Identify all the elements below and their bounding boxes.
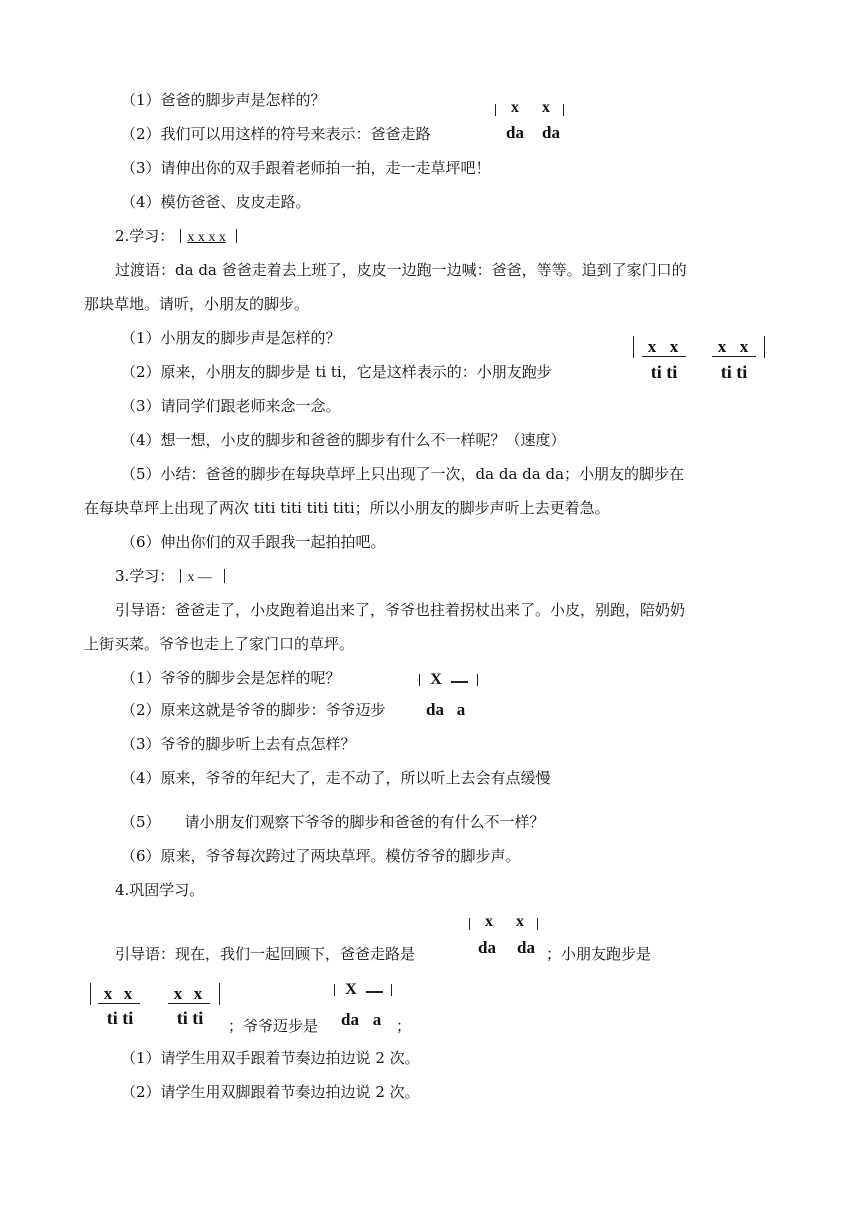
text-line: （6）伸出你们的双手跟我一起拍拍吧。 bbox=[121, 533, 386, 551]
text-line: （4）原来，爷爷的年纪大了，走不动了，所以听上去会有点缓慢 bbox=[121, 769, 551, 787]
text-line: （5）小结：爸爸的脚步在每块草坪上只出现了一次，da da da da；小朋友的脚步在 bbox=[121, 465, 685, 483]
text-line: （1）爷爷的脚步会是怎样的呢？ bbox=[121, 669, 341, 687]
section-heading-2: 2.学习： x x x x bbox=[115, 226, 237, 248]
text-line: 在每块草坪上出现了两次 titi titi titi titi；所以小朋友的脚步声听上去更着急。 bbox=[84, 499, 610, 517]
text-line: 引导语：爸爸走了，小皮跑着追出来了，爷爷也拄着拐杖出来了。小皮，别跑，陪奶奶 bbox=[115, 601, 686, 619]
text-line: （2）我们可以用这样的符号来表示：爸爸走路 bbox=[121, 125, 431, 143]
text-line: （2）请学生用双脚跟着节奏边拍边说 2 次。 bbox=[121, 1083, 420, 1101]
text-line: 那块草地。请听，小朋友的脚步。 bbox=[84, 295, 310, 313]
text-line: （3）请同学们跟老师来念一念。 bbox=[121, 397, 341, 415]
text-line: （6）原来，爷爷每次跨过了两块草坪。模仿爷爷的脚步声。 bbox=[121, 847, 521, 865]
section-heading-3: 3.学习： x — bbox=[115, 566, 225, 588]
text-line: 引导语：现在，我们一起回顾下，爸爸走路是 bbox=[115, 945, 416, 963]
text-line: （4）模仿爸爸、皮皮走路。 bbox=[121, 193, 311, 211]
section-heading-4: 4.巩固学习。 bbox=[115, 881, 205, 899]
text-line: ； bbox=[396, 1017, 412, 1035]
text-line: ；爷爷迈步是 bbox=[228, 1017, 319, 1035]
text-line: 过渡语：da da 爸爸走着去上班了，皮皮一边跑一边喊：爸爸，等等。追到了家门口的 bbox=[115, 261, 687, 279]
text-line: （1）请学生用双手跟着节奏边拍边说 2 次。 bbox=[121, 1049, 420, 1067]
text-line: （3）请伸出你的双手跟着老师拍一拍，走一走草坪吧！ bbox=[121, 159, 491, 177]
text-line: （2）原来，小朋友的脚步是 ti ti，它是这样表示的：小朋友跑步 bbox=[121, 363, 552, 381]
text-line: （5） 请小朋友们观察下爷爷的脚步和爸爸的有什么不一样？ bbox=[121, 813, 545, 831]
text-line: （1）爸爸的脚步声是怎样的？ bbox=[121, 91, 326, 109]
text-line: ；小朋友跑步是 bbox=[546, 945, 652, 963]
text-line: （3）爷爷的脚步听上去有点怎样？ bbox=[121, 735, 356, 753]
text-line: （1）小朋友的脚步声是怎样的？ bbox=[121, 329, 341, 347]
text-line: （2）原来这就是爷爷的脚步：爷爷迈步 bbox=[121, 701, 386, 719]
text-line: 上街买菜。爷爷也走上了家门口的草坪。 bbox=[84, 635, 355, 653]
text-line: （4）想一想，小皮的脚步和爸爸的脚步有什么不一样呢？（速度） bbox=[121, 431, 566, 449]
